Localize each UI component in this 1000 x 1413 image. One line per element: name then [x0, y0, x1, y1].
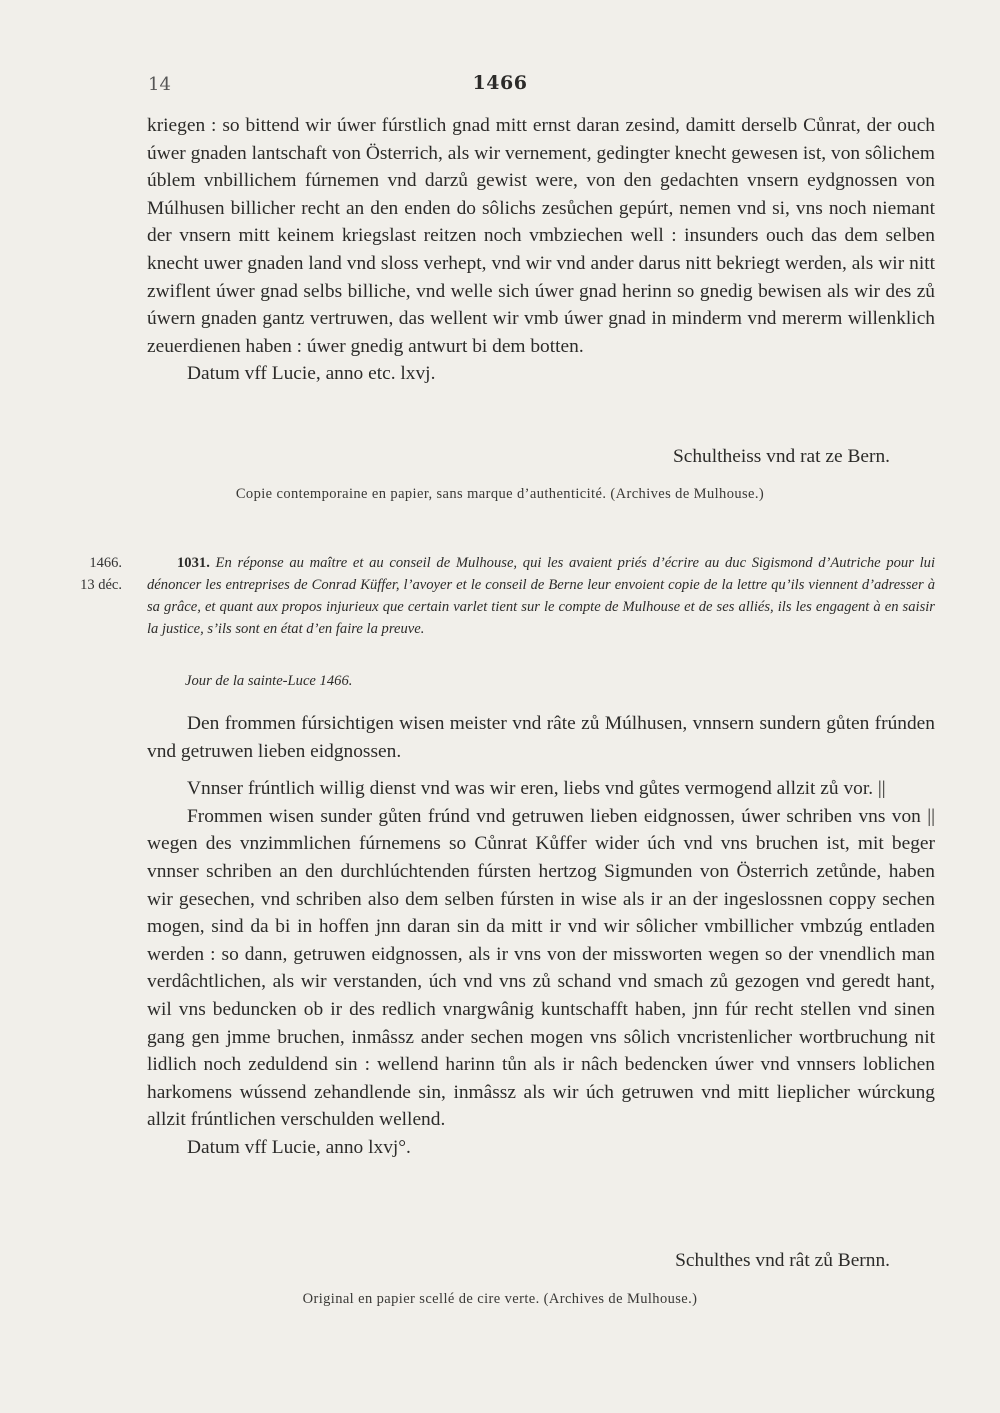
letter-address: Den frommen fúrsichtigen wisen meister vnd râte zů Múlhusen, vnnsern sundern gůten frúnden vnd getruwen lieben eidgnossen.	[147, 713, 935, 762]
margin-day: 13 déc.	[80, 577, 122, 593]
letter-paragraph: kriegen : so bittend wir úwer fúrstlich gnad mitt ernst daran zesind, damitt derselb Cůnrat, der ouch úwer gnaden lantschaft von Österrich, als wir vernement, gedingter knecht gewesen ist, von sôlichem úblem vnbillichem fúrnemen vnd darzů gewist were, von den gedachten vnsern eydgnossen von Múlhusen billicher recht an den enden do sôlichs zesůchen gepúrt, nemen vnd si, vns noch niemant der vnsern mitt keinem kriegslast reitzen noch vmbziechen well : insunders ouch das dem selben knecht uwer gnaden land vnd sloss verhept, vnd wir vnd ander darus nitt bekriegt werden, als wir nitt zwiflent úwer gnad selbs billiche, vnd welle sich úwer gnad herinn so gnedig bewisen als wir des zů úwern gnaden gantz vertruwen, das wellent wir vmb úwer gnad in minderm vnd mererm willenklich zeuerdienen haben : úwer gnedig antwurt bi dem botten.	[147, 115, 935, 357]
entry-summary-date: Jour de la sainte-Luce 1466.	[185, 673, 353, 689]
letter-body: Frommen wisen sunder gůten frúnd vnd getruwen lieben eidgnossen, úwer schriben vns von || wegen des vnzimmlichen fúrnemens so Cůnrat Kůffer wider úch vnd vns bruchen ist, mit beger vnnser schriben an den durchlúchtenden fúrsten hertzog Sigmunden von Österrich zetůnde, haben wir gesechen, vnd schriben also dem selben fúrsten in wise als ir an der ingeslossnen coppy sechen mogen, sind da bi in hoffen jnn daran sin da mitt ir vnd wir sôlicher vmbillicher vmbzúg entladen werden : so dann, getruwen eidgnossen, als ir vns von der missworten wegen so der vnendlich man verdâchtlichen, als wir verstanden, úch vnd vns zů schand vnd smach zů gezogen vnd geredt hant, wil vns beduncken ob ir des redlich vnargwânig kuntschafft haben, jnn fúr recht stellen vnd sinen gang gen jmme bruchen, inmâssz ander sechen mogen vns sôlich vncristenlicher wortbruchung nit lidlich noch zeduldend sin : wellend harinn tůn als ir nâch bedencken úwer vnd vnnsers loblichen harkomens wússend zehandlende sin, inmâssz als wir úch getruwen vnd mitt lieplicher wúrckung allzit frúntlichen verschulden wellend.	[147, 805, 935, 1131]
page-header-year: 1466	[472, 72, 528, 94]
page-number: 14	[148, 74, 171, 95]
entry-summary-text: En réponse au maître et au conseil de Mulhouse, qui les avaient priés d’écrire au duc Sigismond d’Autriche pour lui dénoncer les entreprises de Conrad Küffer, l’avoyer et le conseil de Berne leur envoient copie de la lettre qu’ils viennent d’adresser à sa grâce, et quant aux propos injurieux que certain varlet tient sur le compte de Mulhouse et de ses alliés, ils les engagent à en saisir la justice, s’ils sont en état d’en faire la preuve.	[147, 555, 936, 637]
letter-continuation	[147, 112, 935, 388]
margin-year: 1466.	[89, 555, 122, 571]
entry-summary	[147, 552, 935, 640]
source-note: Original en papier scellé de cire verte. (Archives de Mulhouse.)	[302, 1291, 698, 1307]
letter-datum: Datum vff Lucie, anno lxvj°.	[187, 1136, 411, 1158]
entry-number: 1031.	[177, 555, 210, 571]
letter-datum: Datum vff Lucie, anno etc. lxvj.	[187, 363, 436, 385]
letter-signature: Schulthes vnd rât zů Bernn.	[675, 1250, 890, 1271]
letter-main	[147, 710, 935, 1162]
letter-signature: Schultheiss vnd rat ze Bern.	[672, 446, 890, 467]
letter-greeting: Vnnser frúntlich willig dienst vnd was wir eren, liebs vnd gůtes vermogend allzit zů vor. ||	[187, 778, 886, 800]
source-note: Copie contemporaine en papier, sans marque d’authenticité. (Archives de Mulhouse.)	[235, 486, 765, 502]
